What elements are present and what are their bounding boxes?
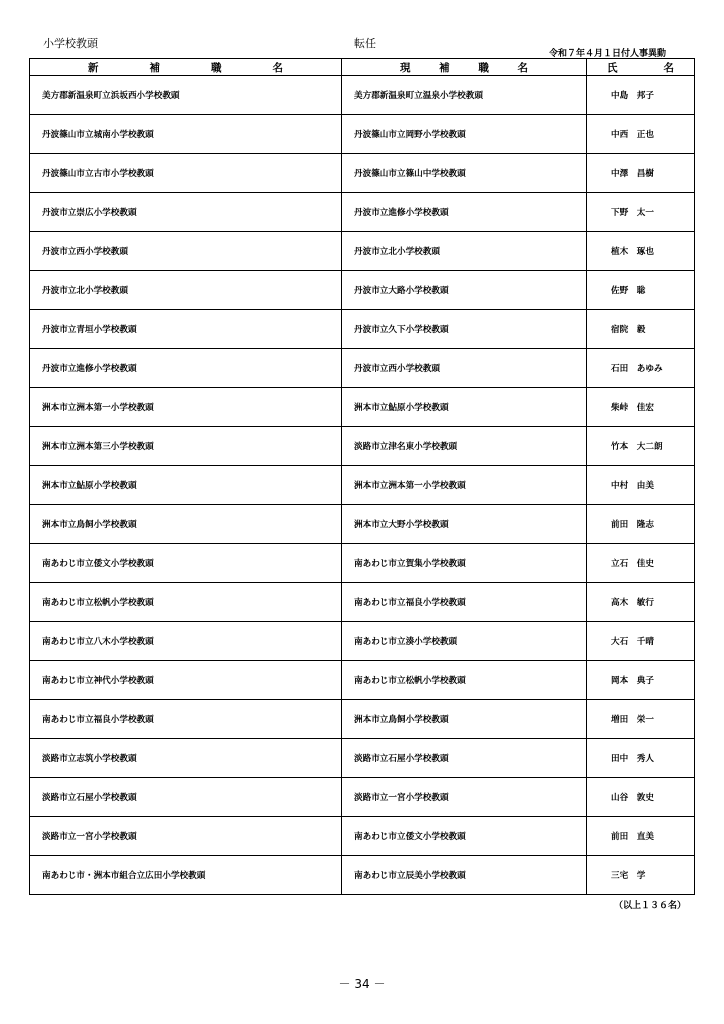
new-position-cell: 美方郡新温泉町立浜坂西小学校教頭 [30,76,342,115]
current-position-cell: 丹波篠山市立岡野小学校教頭 [342,115,587,154]
current-position-cell: 洲本市立大野小学校教頭 [342,505,587,544]
category-label: 小学校教頭 [43,37,98,50]
table-row [30,271,695,310]
table-row [30,154,695,193]
table-row [30,856,695,895]
personnel-table [29,58,695,895]
person-name-cell: 植木 琢也 [587,232,695,271]
current-position-cell: 南あわじ市立賀集小学校教頭 [342,544,587,583]
table-row [30,388,695,427]
table-row [30,232,695,271]
table-row [30,661,695,700]
current-position-cell: 南あわじ市立福良小学校教頭 [342,583,587,622]
person-name-cell: 石田 あゆみ [587,349,695,388]
current-position-cell: 洲本市立鳥飼小学校教頭 [342,700,587,739]
col-header-current-position [342,59,587,76]
table-row [30,310,695,349]
table-row [30,622,695,661]
new-position-cell: 丹波市立進修小学校教頭 [30,349,342,388]
person-name-cell: 中澤 昌樹 [587,154,695,193]
col-header-char: 補 [149,61,160,74]
table-row [30,427,695,466]
current-position-cell: 淡路市立一宮小学校教頭 [342,778,587,817]
current-position-cell: 丹波市立大路小学校教頭 [342,271,587,310]
person-name-cell: 佐野 聡 [587,271,695,310]
col-header-new-position [30,59,342,76]
current-position-cell: 丹波市立西小学校教頭 [342,349,587,388]
col-header-char: 名 [272,61,283,74]
col-header-char: 職 [211,61,222,74]
person-name-cell: 三宅 学 [587,856,695,895]
table-row [30,739,695,778]
current-position-cell: 丹波市立進修小学校教頭 [342,193,587,232]
total-count-note: （以上１３６名） [613,901,686,911]
person-name-cell: 中村 由美 [587,466,695,505]
new-position-cell: 丹波篠山市立城南小学校教頭 [30,115,342,154]
transfer-type-label: 転任 [354,37,376,50]
new-position-cell: 洲本市立洲本第一小学校教頭 [30,388,342,427]
current-position-cell: 淡路市立津名東小学校教頭 [342,427,587,466]
person-name-cell: 高木 敏行 [587,583,695,622]
new-position-cell: 南あわじ市立八木小学校教頭 [30,622,342,661]
new-position-cell: 南あわじ市立松帆小学校教頭 [30,583,342,622]
table-row [30,583,695,622]
new-position-cell: 丹波市立西小学校教頭 [30,232,342,271]
table-body [30,76,695,895]
person-name-cell: 田中 秀人 [587,739,695,778]
current-position-cell: 淡路市立石屋小学校教頭 [342,739,587,778]
person-name-cell: 前田 直美 [587,817,695,856]
table-row [30,115,695,154]
person-name-cell: 中西 正也 [587,115,695,154]
new-position-cell: 洲本市立鮎原小学校教頭 [30,466,342,505]
new-position-cell: 淡路市立石屋小学校教頭 [30,778,342,817]
new-position-cell: 南あわじ市・洲本市組合立広田小学校教頭 [30,856,342,895]
current-position-cell: 洲本市立洲本第一小学校教頭 [342,466,587,505]
person-name-cell: 山谷 敦史 [587,778,695,817]
person-name-cell: 下野 太一 [587,193,695,232]
col-header-char: 新 [88,61,99,74]
person-name-cell: 大石 千晴 [587,622,695,661]
table-row [30,76,695,115]
col-header-char: 現 [400,61,411,74]
new-position-cell: 南あわじ市立神代小学校教頭 [30,661,342,700]
col-header-char: 名 [663,61,674,74]
col-header-char: 職 [478,61,489,74]
new-position-cell: 丹波市立崇広小学校教頭 [30,193,342,232]
new-position-cell: 洲本市立洲本第三小学校教頭 [30,427,342,466]
person-name-cell: 中島 邦子 [587,76,695,115]
current-position-cell: 丹波市立北小学校教頭 [342,232,587,271]
person-name-cell: 柴峠 佳宏 [587,388,695,427]
col-header-char: 名 [517,61,528,74]
person-name-cell: 前田 隆志 [587,505,695,544]
current-position-cell: 南あわじ市立倭文小学校教頭 [342,817,587,856]
table-row [30,505,695,544]
person-name-cell: 増田 栄一 [587,700,695,739]
person-name-cell: 竹本 大二朗 [587,427,695,466]
current-position-cell: 南あわじ市立湊小学校教頭 [342,622,587,661]
new-position-cell: 洲本市立鳥飼小学校教頭 [30,505,342,544]
table-header-row [30,59,695,76]
current-position-cell: 南あわじ市立辰美小学校教頭 [342,856,587,895]
effective-date: 令和７年４月１日付人事異動 [548,49,666,59]
person-name-cell: 岡本 典子 [587,661,695,700]
col-header-name [587,59,695,76]
new-position-cell: 淡路市立一宮小学校教頭 [30,817,342,856]
new-position-cell: 丹波市立北小学校教頭 [30,271,342,310]
table-row [30,778,695,817]
current-position-cell: 美方郡新温泉町立温泉小学校教頭 [342,76,587,115]
person-name-cell: 立石 佳史 [587,544,695,583]
current-position-cell: 丹波篠山市立篠山中学校教頭 [342,154,587,193]
col-header-char: 氏 [607,61,618,74]
col-header-char: 補 [439,61,450,74]
table-row [30,700,695,739]
new-position-cell: 南あわじ市立倭文小学校教頭 [30,544,342,583]
table-row [30,193,695,232]
new-position-cell: 丹波篠山市立古市小学校教頭 [30,154,342,193]
person-name-cell: 宿院 毅 [587,310,695,349]
current-position-cell: 洲本市立鮎原小学校教頭 [342,388,587,427]
page-number: － 34 － [338,977,386,991]
new-position-cell: 丹波市立青垣小学校教頭 [30,310,342,349]
current-position-cell: 南あわじ市立松帆小学校教頭 [342,661,587,700]
table-row [30,817,695,856]
new-position-cell: 淡路市立志筑小学校教頭 [30,739,342,778]
current-position-cell: 丹波市立久下小学校教頭 [342,310,587,349]
table-row [30,466,695,505]
new-position-cell: 南あわじ市立福良小学校教頭 [30,700,342,739]
table-row [30,349,695,388]
table-row [30,544,695,583]
